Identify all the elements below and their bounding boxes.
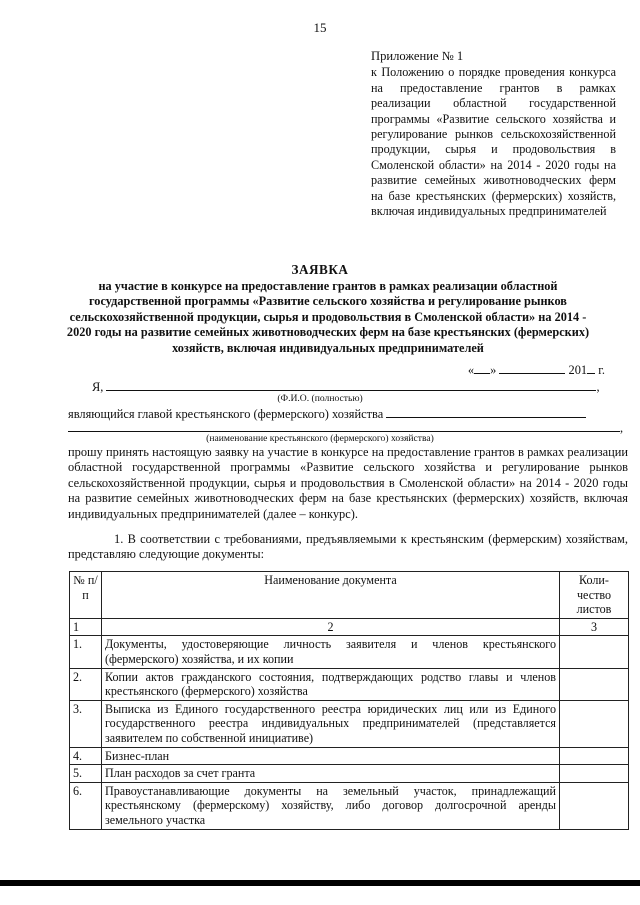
row-num: 5. [70,765,102,783]
date-day-blank[interactable] [474,361,490,374]
header-num: № п/п [70,572,102,619]
farm-name-blank-2[interactable] [68,419,620,432]
document-subtitle: на участие в конкурсе на предоставление грантов в рамках реализации областной государственной программы «Развитие сельского хозяйства и регулирование рынков сельскохозяйственной продукции, сырья и продовольствия в Смоленской области» на 2014 - 2020 годы на развитие семейных животноводческих ферм на базе крестьянских (фермерских) хозяйств, включая индивидуальных предпринимателей [66,279,590,355]
date-month-blank[interactable] [499,361,565,374]
table-row [70,636,629,668]
row-count[interactable] [560,700,629,747]
farm-name-line-2: , [68,419,628,436]
row-count[interactable] [560,747,629,765]
row-count[interactable] [560,782,629,829]
applicant-name-line: Я, , [92,380,600,394]
colnum-3: 3 [560,618,629,636]
date-quote-close: » [490,363,497,377]
date-line [468,361,605,378]
row-doc-name: Бизнес-план [102,747,560,765]
row-num: 2. [70,668,102,700]
annex-title: Приложение № 1 [371,49,464,63]
request-paragraph: прошу принять настоящую заявку на участие в конкурсе на предоставление грантов в рамках реализации областной государственной программы «Развитие сельского хозяйства и регулирование рынков сельскохозяйственной продукции, сырья и продовольствия в Смоленской области» на 2014 - 2020 годы на развитие семейных животноводческих ферм на базе крестьянских (фермерских) хозяйств, включая индивидуальных предпринимателей (далее – конкурс). [68,445,628,521]
applicant-name-hint: (Ф.И.О. (полностью) [277,393,363,404]
row-num: 4. [70,747,102,765]
document-title: ЗАЯВКА [291,262,349,277]
applicant-name-blank[interactable] [106,378,596,391]
row-doc-name: Выписка из Единого государственного реестра юридических лиц или из Единого государственного реестра индивидуальных предпринимателей (представляется заявителем по собственной инициативе) [102,700,560,747]
date-year-blank[interactable] [587,361,595,374]
row-num: 3. [70,700,102,747]
header-count: Коли-чество листов [560,572,629,619]
row-count[interactable] [560,765,629,783]
row-doc-name: Копии актов гражданского состояния, подтверждающих родство главы и членов крестьянского (фермерского) хозяйства [102,668,560,700]
documents-table [69,571,629,830]
date-year-suffix: г. [598,363,605,377]
row-doc-name: План расходов за счет гранта [102,765,560,783]
colnum-2: 2 [102,618,560,636]
table-colnum-row [70,618,629,636]
row-doc-name: Документы, удостоверяющие личность заявителя и членов крестьянского (фермерского) хозяйства, и их копии [102,636,560,668]
farm-head-label: являющийся главой крестьянского (фермерского) хозяйства [68,407,384,421]
annex-text: к Положению о порядке проведения конкурса на предоставление грантов в рамках реализации областной государственной программы «Развитие сельского хозяйства и регулирование рынков сельскохозяйственной продукции, сырья и продовольствия в Смоленской области» на 2014 - 2020 годы на развитие семейных животноводческих ферм на базе крестьянских (фермерских) хозяйств, включая индивидуальных предпринимателей [371,65,616,219]
applicant-prefix: Я, [92,380,104,394]
table-row [70,700,629,747]
date-quote-open: « [467,363,475,377]
row-count[interactable] [560,668,629,700]
row-num: 1. [70,636,102,668]
farm-name-hint: (наименование крестьянского (фермерского) хозяйства) [206,433,434,444]
header-name: Наименование документа [102,572,560,619]
farm-name-blank-1[interactable] [386,405,586,418]
row-num: 6. [70,782,102,829]
row-count[interactable] [560,636,629,668]
table-row [70,765,629,783]
section1-paragraph: 1. В соответствии с требованиями, предъявляемыми к крестьянским (фермерским) хозяйствам, представляю следующие документы: [68,532,628,562]
table-row [70,747,629,765]
table-row [70,782,629,829]
table-header-row [70,572,629,619]
table-row [70,668,629,700]
scan-edge-bar [0,880,640,886]
annex-block [371,49,616,219]
date-year-prefix: 201 [568,363,588,377]
page-number: 15 [313,20,327,35]
colnum-1: 1 [70,618,102,636]
row-doc-name: Правоустанавливающие документы на земельный участок, принадлежащий крестьянскому (фермерскому) хозяйству, либо договор долгосрочной аренды земельного участка [102,782,560,829]
